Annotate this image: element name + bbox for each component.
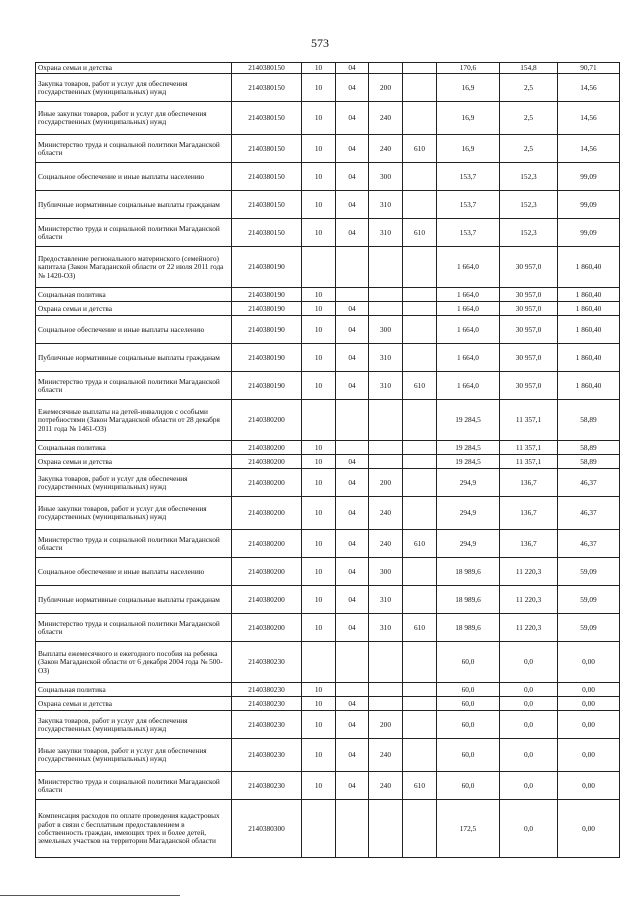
row-subsection: 04 — [336, 469, 369, 497]
row-value-3: 58,89 — [558, 441, 620, 455]
row-administrator: 610 — [403, 372, 437, 400]
row-value-1: 60,0 — [437, 683, 500, 697]
row-subsection: 04 — [336, 697, 369, 711]
row-code: 2140380230 — [232, 739, 302, 772]
row-value-3: 58,89 — [558, 455, 620, 469]
row-value-1: 19 284,5 — [437, 455, 500, 469]
row-code: 2140380200 — [232, 586, 302, 614]
row-value-2: 30 957,0 — [500, 288, 558, 302]
row-value-1: 16,9 — [437, 74, 500, 102]
row-subsection: 04 — [336, 191, 369, 219]
row-administrator: 610 — [403, 614, 437, 642]
row-subsection — [336, 441, 369, 455]
row-administrator — [403, 163, 437, 191]
row-expense-type — [369, 800, 403, 858]
row-section — [302, 247, 336, 288]
row-value-2: 136,7 — [500, 469, 558, 497]
row-administrator — [403, 497, 437, 530]
row-section: 10 — [302, 469, 336, 497]
row-subsection: 04 — [336, 558, 369, 586]
row-code: 2140380200 — [232, 558, 302, 586]
row-value-2: 2,5 — [500, 74, 558, 102]
row-name: Иные закупки товаров, работ и услуг для обеспечения государственных (муниципальных) нужд — [36, 102, 232, 135]
table-row — [36, 642, 620, 683]
row-value-3: 99,09 — [558, 219, 620, 247]
row-subsection — [336, 800, 369, 858]
row-administrator — [403, 586, 437, 614]
table-row — [36, 316, 620, 344]
row-subsection: 04 — [336, 586, 369, 614]
row-name: Охрана семьи и детства — [36, 697, 232, 711]
row-code: 2140380190 — [232, 316, 302, 344]
table-row — [36, 800, 620, 858]
row-section: 10 — [302, 711, 336, 739]
row-subsection: 04 — [336, 316, 369, 344]
row-name: Министерство труда и социальной политики Магаданской области — [36, 772, 232, 800]
row-subsection: 04 — [336, 102, 369, 135]
row-subsection: 04 — [336, 63, 369, 74]
row-subsection: 04 — [336, 163, 369, 191]
row-name: Публичные нормативные социальные выплаты гражданам — [36, 586, 232, 614]
table-row — [36, 247, 620, 288]
row-value-3: 59,09 — [558, 586, 620, 614]
table-row — [36, 74, 620, 102]
row-expense-type: 240 — [369, 772, 403, 800]
row-value-2: 11 357,1 — [500, 455, 558, 469]
table-row — [36, 614, 620, 642]
row-expense-type — [369, 288, 403, 302]
row-subsection: 04 — [336, 497, 369, 530]
row-value-2: 11 220,3 — [500, 614, 558, 642]
row-code: 2140380200 — [232, 441, 302, 455]
row-administrator: 610 — [403, 530, 437, 558]
row-administrator — [403, 469, 437, 497]
table-row — [36, 711, 620, 739]
row-administrator — [403, 302, 437, 316]
row-section: 10 — [302, 102, 336, 135]
row-value-1: 172,5 — [437, 800, 500, 858]
table-row — [36, 372, 620, 400]
row-subsection: 04 — [336, 302, 369, 316]
row-value-1: 294,9 — [437, 530, 500, 558]
row-section: 10 — [302, 219, 336, 247]
row-expense-type: 300 — [369, 163, 403, 191]
row-expense-type: 200 — [369, 711, 403, 739]
row-value-2: 30 957,0 — [500, 316, 558, 344]
row-administrator: 610 — [403, 135, 437, 163]
row-administrator — [403, 642, 437, 683]
row-value-2: 30 957,0 — [500, 247, 558, 288]
row-code: 2140380200 — [232, 614, 302, 642]
row-section: 10 — [302, 772, 336, 800]
row-expense-type: 240 — [369, 102, 403, 135]
row-value-3: 46,37 — [558, 469, 620, 497]
row-subsection: 04 — [336, 344, 369, 372]
table-row — [36, 302, 620, 316]
row-subsection — [336, 642, 369, 683]
row-code: 2140380150 — [232, 74, 302, 102]
row-value-1: 60,0 — [437, 711, 500, 739]
row-administrator — [403, 739, 437, 772]
row-value-2: 152,3 — [500, 219, 558, 247]
row-value-1: 16,9 — [437, 135, 500, 163]
row-subsection — [336, 683, 369, 697]
row-code: 2140380150 — [232, 102, 302, 135]
row-subsection: 04 — [336, 711, 369, 739]
row-expense-type — [369, 683, 403, 697]
row-value-1: 19 284,5 — [437, 400, 500, 441]
row-section: 10 — [302, 697, 336, 711]
row-administrator — [403, 400, 437, 441]
row-code: 2140380190 — [232, 288, 302, 302]
row-value-1: 294,9 — [437, 497, 500, 530]
row-section — [302, 400, 336, 441]
row-value-1: 18 989,6 — [437, 586, 500, 614]
row-expense-type — [369, 697, 403, 711]
row-value-1: 60,0 — [437, 642, 500, 683]
row-code: 2140380200 — [232, 455, 302, 469]
row-value-2: 11 220,3 — [500, 586, 558, 614]
row-value-3: 1 860,40 — [558, 288, 620, 302]
row-expense-type: 240 — [369, 739, 403, 772]
row-expense-type: 310 — [369, 191, 403, 219]
row-value-2: 11 220,3 — [500, 558, 558, 586]
row-administrator — [403, 74, 437, 102]
row-value-3: 59,09 — [558, 614, 620, 642]
table-row — [36, 163, 620, 191]
row-value-3: 0,00 — [558, 642, 620, 683]
row-name: Публичные нормативные социальные выплаты гражданам — [36, 344, 232, 372]
row-expense-type — [369, 400, 403, 441]
row-value-1: 18 989,6 — [437, 614, 500, 642]
row-value-1: 60,0 — [437, 739, 500, 772]
row-administrator — [403, 697, 437, 711]
row-value-1: 18 989,6 — [437, 558, 500, 586]
row-code: 2140380230 — [232, 711, 302, 739]
row-value-3: 99,09 — [558, 163, 620, 191]
row-name: Социальное обеспечение и иные выплаты населению — [36, 316, 232, 344]
row-code: 2140380190 — [232, 344, 302, 372]
row-section: 10 — [302, 530, 336, 558]
row-expense-type: 200 — [369, 74, 403, 102]
row-name: Публичные нормативные социальные выплаты гражданам — [36, 191, 232, 219]
row-name: Министерство труда и социальной политики Магаданской области — [36, 372, 232, 400]
row-administrator — [403, 683, 437, 697]
row-subsection — [336, 400, 369, 441]
row-code: 2140380190 — [232, 247, 302, 288]
row-name: Социальная политика — [36, 288, 232, 302]
row-value-2: 0,0 — [500, 739, 558, 772]
row-expense-type — [369, 247, 403, 288]
row-value-1: 1 664,0 — [437, 372, 500, 400]
row-administrator — [403, 344, 437, 372]
row-name: Охрана семьи и детства — [36, 63, 232, 74]
row-section: 10 — [302, 497, 336, 530]
row-name: Закупка товаров, работ и услуг для обеспечения государственных (муниципальных) нужд — [36, 711, 232, 739]
row-subsection: 04 — [336, 135, 369, 163]
row-value-1: 1 664,0 — [437, 247, 500, 288]
row-code: 2140380200 — [232, 530, 302, 558]
row-section: 10 — [302, 614, 336, 642]
row-value-2: 154,8 — [500, 63, 558, 74]
row-section: 10 — [302, 316, 336, 344]
row-value-3: 0,00 — [558, 683, 620, 697]
row-value-1: 60,0 — [437, 772, 500, 800]
row-administrator — [403, 455, 437, 469]
table-row — [36, 441, 620, 455]
row-value-3: 14,56 — [558, 135, 620, 163]
row-expense-type — [369, 302, 403, 316]
row-code: 2140380150 — [232, 135, 302, 163]
row-name: Иные закупки товаров, работ и услуг для обеспечения государственных (муниципальных) нужд — [36, 497, 232, 530]
row-section: 10 — [302, 455, 336, 469]
row-value-2: 0,0 — [500, 800, 558, 858]
row-section: 10 — [302, 191, 336, 219]
row-section — [302, 642, 336, 683]
row-section: 10 — [302, 739, 336, 772]
row-value-2: 30 957,0 — [500, 302, 558, 316]
row-code: 2140380230 — [232, 697, 302, 711]
row-value-3: 59,09 — [558, 558, 620, 586]
table-row — [36, 344, 620, 372]
row-name: Социальное обеспечение и иные выплаты населению — [36, 163, 232, 191]
row-code: 2140380150 — [232, 63, 302, 74]
row-value-2: 152,3 — [500, 163, 558, 191]
row-expense-type: 240 — [369, 135, 403, 163]
row-section: 10 — [302, 163, 336, 191]
row-code: 2140380230 — [232, 772, 302, 800]
row-subsection: 04 — [336, 219, 369, 247]
row-value-3: 58,89 — [558, 400, 620, 441]
table-row — [36, 772, 620, 800]
row-expense-type: 310 — [369, 614, 403, 642]
table-row — [36, 558, 620, 586]
row-section — [302, 800, 336, 858]
row-name: Компенсация расходов по оплате проведения кадастровых работ в связи с бесплатным предоставлением в собственность граждан, имеющих трех и более детей, земельных участков на территории Магаданской области — [36, 800, 232, 858]
row-value-2: 0,0 — [500, 711, 558, 739]
footer-rule — [0, 895, 180, 896]
row-section: 10 — [302, 683, 336, 697]
row-section: 10 — [302, 135, 336, 163]
row-expense-type — [369, 642, 403, 683]
table-row — [36, 455, 620, 469]
row-code: 2140380200 — [232, 497, 302, 530]
row-name: Закупка товаров, работ и услуг для обеспечения государственных (муниципальных) нужд — [36, 469, 232, 497]
row-value-2: 2,5 — [500, 102, 558, 135]
row-value-3: 0,00 — [558, 697, 620, 711]
row-value-3: 1 860,40 — [558, 247, 620, 288]
row-value-1: 1 664,0 — [437, 288, 500, 302]
row-code: 2140380200 — [232, 469, 302, 497]
table-row — [36, 135, 620, 163]
row-value-2: 0,0 — [500, 683, 558, 697]
row-value-1: 1 664,0 — [437, 316, 500, 344]
row-administrator — [403, 191, 437, 219]
row-expense-type: 300 — [369, 316, 403, 344]
row-section: 10 — [302, 441, 336, 455]
row-value-2: 136,7 — [500, 497, 558, 530]
row-expense-type: 240 — [369, 497, 403, 530]
budget-table — [35, 62, 620, 858]
row-value-2: 0,0 — [500, 697, 558, 711]
row-administrator — [403, 800, 437, 858]
row-value-1: 1 664,0 — [437, 344, 500, 372]
table-row — [36, 63, 620, 74]
row-value-3: 90,71 — [558, 63, 620, 74]
row-value-2: 2,5 — [500, 135, 558, 163]
row-code: 2140380200 — [232, 400, 302, 441]
row-name: Закупка товаров, работ и услуг для обеспечения государственных (муниципальных) нужд — [36, 74, 232, 102]
row-value-3: 1 860,40 — [558, 372, 620, 400]
row-code: 2140380230 — [232, 642, 302, 683]
row-code: 2140380300 — [232, 800, 302, 858]
row-name: Социальная политика — [36, 441, 232, 455]
page-number: 573 — [311, 36, 329, 50]
row-value-1: 153,7 — [437, 219, 500, 247]
row-subsection: 04 — [336, 530, 369, 558]
row-subsection: 04 — [336, 455, 369, 469]
row-name: Социальное обеспечение и иные выплаты населению — [36, 558, 232, 586]
row-code: 2140380150 — [232, 219, 302, 247]
row-expense-type: 310 — [369, 586, 403, 614]
row-name: Ежемесячные выплаты на детей-инвалидов с особыми потребностями (Закон Магаданской области от 28 декабря 2011 года № 1461-ОЗ) — [36, 400, 232, 441]
table-row — [36, 530, 620, 558]
row-section: 10 — [302, 74, 336, 102]
row-value-3: 1 860,40 — [558, 344, 620, 372]
row-subsection: 04 — [336, 614, 369, 642]
row-value-3: 0,00 — [558, 739, 620, 772]
row-code: 2140380150 — [232, 163, 302, 191]
table-row — [36, 102, 620, 135]
row-administrator: 610 — [403, 772, 437, 800]
row-expense-type: 240 — [369, 530, 403, 558]
row-name: Министерство труда и социальной политики Магаданской области — [36, 614, 232, 642]
row-name: Социальная политика — [36, 683, 232, 697]
row-value-1: 153,7 — [437, 191, 500, 219]
row-subsection: 04 — [336, 739, 369, 772]
row-subsection — [336, 288, 369, 302]
table-row — [36, 469, 620, 497]
row-value-3: 1 860,40 — [558, 316, 620, 344]
row-code: 2140380230 — [232, 683, 302, 697]
row-value-1: 19 284,5 — [437, 441, 500, 455]
row-expense-type: 300 — [369, 558, 403, 586]
row-value-3: 0,00 — [558, 772, 620, 800]
row-value-3: 0,00 — [558, 711, 620, 739]
row-section: 10 — [302, 63, 336, 74]
row-subsection: 04 — [336, 74, 369, 102]
table-row — [36, 739, 620, 772]
row-value-1: 60,0 — [437, 697, 500, 711]
row-expense-type: 200 — [369, 469, 403, 497]
table-row — [36, 697, 620, 711]
row-value-3: 46,37 — [558, 497, 620, 530]
table-row — [36, 400, 620, 441]
row-expense-type: 310 — [369, 372, 403, 400]
table-row — [36, 288, 620, 302]
row-section: 10 — [302, 344, 336, 372]
row-value-3: 99,09 — [558, 191, 620, 219]
row-value-3: 1 860,40 — [558, 302, 620, 316]
row-name: Министерство труда и социальной политики Магаданской области — [36, 219, 232, 247]
row-administrator: 610 — [403, 219, 437, 247]
row-code: 2140380150 — [232, 191, 302, 219]
row-subsection — [336, 247, 369, 288]
table-row — [36, 219, 620, 247]
table-row — [36, 586, 620, 614]
row-subsection: 04 — [336, 772, 369, 800]
row-value-2: 11 357,1 — [500, 441, 558, 455]
row-subsection: 04 — [336, 372, 369, 400]
row-administrator — [403, 288, 437, 302]
row-value-2: 11 357,1 — [500, 400, 558, 441]
row-value-3: 46,37 — [558, 530, 620, 558]
row-name: Выплаты ежемесячного и ежегодного пособия на ребенка (Закон Магаданской области от 6 декабря 2004 года № 500-ОЗ) — [36, 642, 232, 683]
row-value-1: 1 664,0 — [437, 302, 500, 316]
row-value-3: 14,56 — [558, 102, 620, 135]
row-code: 2140380190 — [232, 372, 302, 400]
row-value-2: 136,7 — [500, 530, 558, 558]
row-name: Иные закупки товаров, работ и услуг для обеспечения государственных (муниципальных) нужд — [36, 739, 232, 772]
row-name: Охрана семьи и детства — [36, 455, 232, 469]
row-value-2: 30 957,0 — [500, 344, 558, 372]
row-name: Охрана семьи и детства — [36, 302, 232, 316]
row-administrator — [403, 441, 437, 455]
row-administrator — [403, 63, 437, 74]
row-administrator — [403, 247, 437, 288]
row-value-1: 170,6 — [437, 63, 500, 74]
row-section: 10 — [302, 558, 336, 586]
row-code: 2140380190 — [232, 302, 302, 316]
row-value-3: 14,56 — [558, 74, 620, 102]
row-administrator — [403, 102, 437, 135]
row-administrator — [403, 316, 437, 344]
row-section: 10 — [302, 372, 336, 400]
row-administrator — [403, 558, 437, 586]
table-row — [36, 683, 620, 697]
row-expense-type — [369, 63, 403, 74]
row-expense-type — [369, 455, 403, 469]
row-value-2: 152,3 — [500, 191, 558, 219]
row-section: 10 — [302, 586, 336, 614]
row-value-1: 16,9 — [437, 102, 500, 135]
row-value-1: 294,9 — [437, 469, 500, 497]
table-row — [36, 191, 620, 219]
row-value-2: 0,0 — [500, 642, 558, 683]
row-expense-type — [369, 441, 403, 455]
row-value-2: 0,0 — [500, 772, 558, 800]
row-section: 10 — [302, 288, 336, 302]
row-administrator — [403, 711, 437, 739]
table-row — [36, 497, 620, 530]
row-value-1: 153,7 — [437, 163, 500, 191]
row-section: 10 — [302, 302, 336, 316]
row-expense-type: 310 — [369, 219, 403, 247]
row-name: Министерство труда и социальной политики Магаданской области — [36, 530, 232, 558]
row-value-3: 0,00 — [558, 800, 620, 858]
row-name: Предоставление регионального материнского (семейного) капитала (Закон Магаданской области от 22 июля 2011 года № 1420-ОЗ) — [36, 247, 232, 288]
row-expense-type: 310 — [369, 344, 403, 372]
row-value-2: 30 957,0 — [500, 372, 558, 400]
row-name: Министерство труда и социальной политики Магаданской области — [36, 135, 232, 163]
